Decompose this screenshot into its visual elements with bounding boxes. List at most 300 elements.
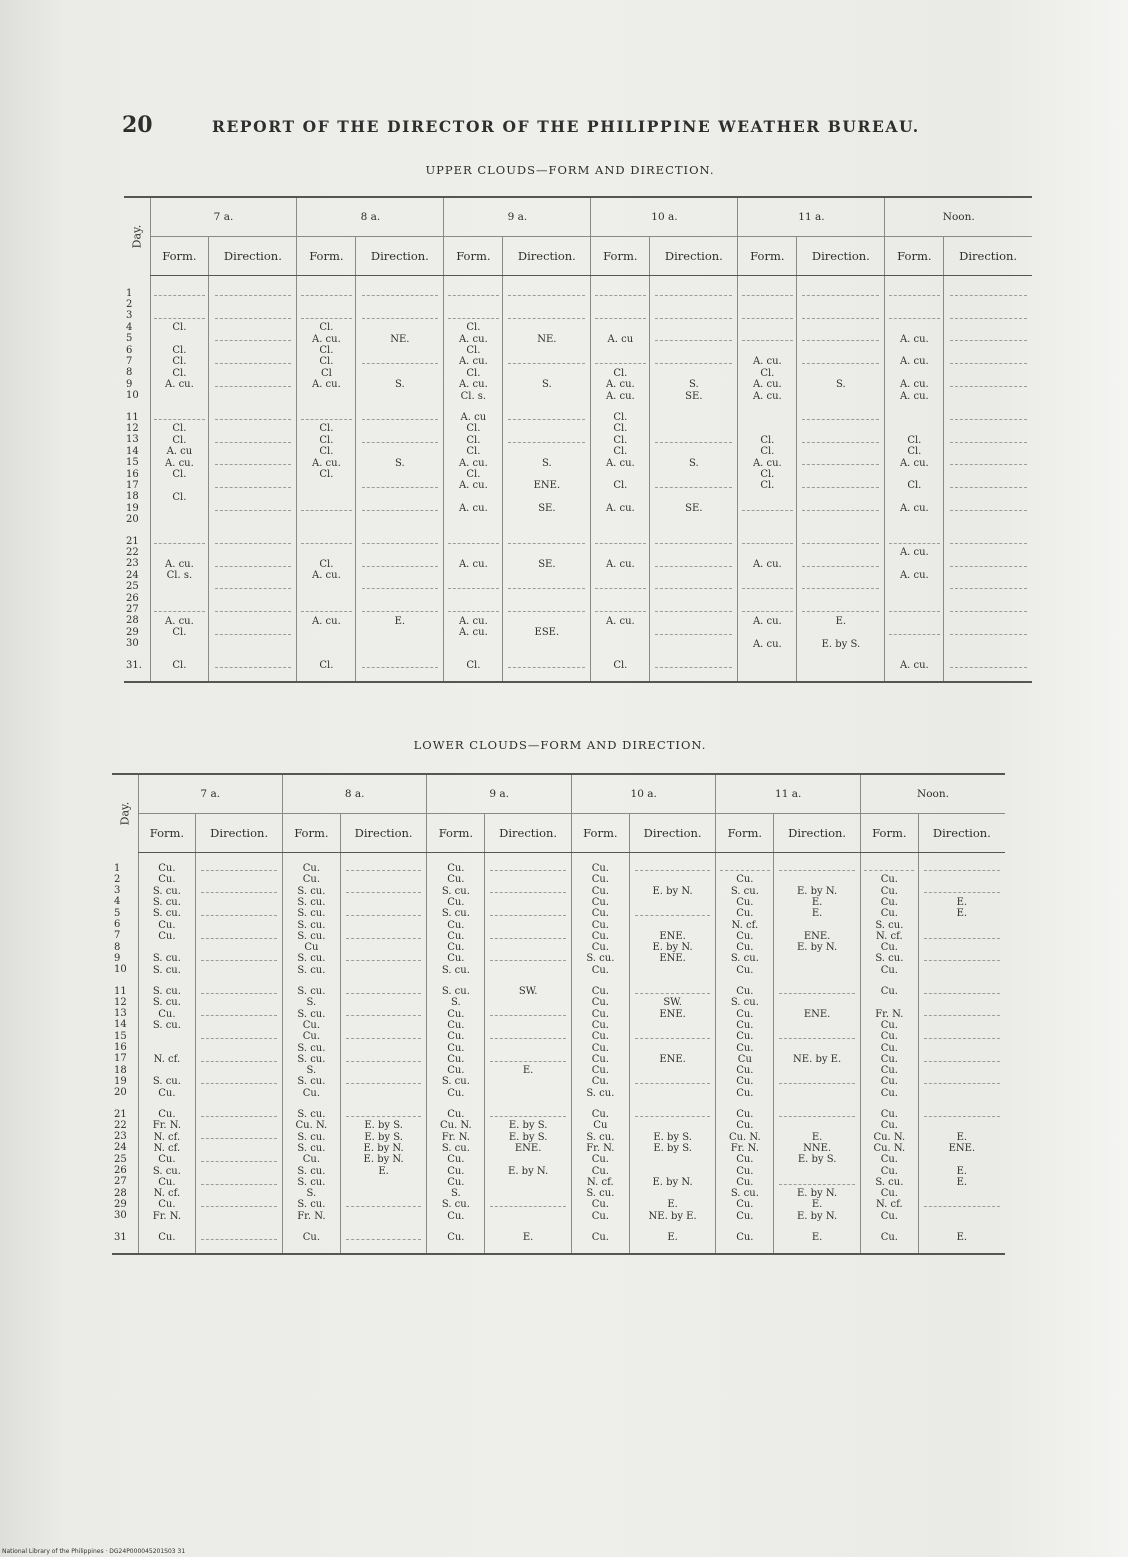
day-number: 5: [114, 907, 121, 919]
empty-cell-dash: [346, 938, 421, 939]
form-cell: Cl.: [319, 469, 334, 480]
direction-header: Direction.: [629, 814, 716, 853]
direction-cell: E.: [956, 896, 968, 908]
form-cell: S.: [451, 1188, 461, 1200]
form-cell: Cl.: [319, 322, 334, 334]
empty-cell-dash: [635, 1116, 710, 1117]
day-number: 18: [114, 1064, 127, 1076]
empty-cell-dash: [779, 870, 854, 871]
form-cell: A. cu.: [899, 660, 929, 671]
empty-cell-dash: [889, 295, 940, 296]
direction-cell: S.: [395, 379, 405, 391]
form-cell: S. cu.: [297, 964, 326, 976]
direction-header: Direction.: [650, 237, 738, 276]
day-number: 26: [114, 1165, 127, 1176]
direction-cell: S.: [689, 457, 699, 469]
form-cell: Cu.: [591, 986, 609, 997]
form-cell: Cu.: [591, 1019, 609, 1031]
form-header: Form.: [571, 814, 629, 853]
empty-cell-dash: [508, 442, 585, 443]
hour-header: 9 a.: [444, 197, 591, 237]
form-cell: Cu: [304, 942, 319, 954]
form-cell: Cu.: [591, 896, 609, 908]
form-cell: Cu.: [591, 1154, 609, 1166]
form-header: Form.: [150, 237, 209, 276]
form-cell: A. cu.: [164, 558, 194, 570]
form-column: [885, 276, 944, 683]
form-cell: Fr. N.: [875, 1008, 904, 1020]
form-cell: S. cu.: [297, 1008, 326, 1020]
direction-cell: E.: [956, 1165, 968, 1177]
form-header: Form.: [860, 814, 918, 853]
form-cell: S. cu.: [297, 953, 326, 965]
direction-cell: E. by N.: [797, 885, 838, 897]
form-cell: A. cu: [166, 446, 193, 458]
form-cell: Cu.: [158, 1109, 176, 1120]
day-number: 1: [114, 862, 121, 874]
direction-cell: SE.: [685, 503, 703, 515]
direction-cell: E. by S.: [364, 1120, 403, 1132]
empty-cell-dash: [924, 960, 1000, 961]
day-number: 27: [126, 603, 139, 615]
direction-cell: ENE.: [514, 1142, 542, 1154]
form-cell: Cu.: [591, 885, 609, 897]
day-numbers-column: [112, 853, 138, 1255]
form-cell: Cu. N.: [728, 1131, 761, 1143]
page-header: [122, 112, 952, 142]
direction-cell: E. by N.: [652, 942, 693, 954]
form-cell: S. cu.: [297, 986, 326, 997]
day-number: 11: [114, 985, 127, 997]
empty-cell-dash: [508, 611, 585, 612]
empty-cell-dash: [201, 993, 276, 994]
form-cell: S. cu.: [441, 885, 470, 897]
day-number: 12: [126, 422, 139, 434]
empty-cell-dash: [490, 1206, 565, 1207]
empty-cell-dash: [201, 870, 276, 871]
form-cell: Cl.: [319, 446, 334, 458]
direction-cell: E.: [956, 908, 968, 920]
empty-cell-dash: [201, 1161, 276, 1162]
day-number: 5: [126, 333, 133, 345]
direction-cell: SW.: [663, 997, 682, 1009]
direction-cell: S.: [689, 379, 699, 391]
direction-cell: E. by S.: [653, 1142, 692, 1154]
empty-cell-dash: [924, 1038, 1000, 1039]
day-number: 21: [126, 535, 139, 547]
form-cell: N. cf.: [876, 1199, 903, 1211]
form-cell: Cl.: [172, 356, 187, 368]
form-cell: Cu.: [880, 1065, 898, 1077]
form-cell: Fr. N.: [152, 1120, 182, 1132]
form-cell: Cu.: [302, 1154, 321, 1166]
day-number: 16: [126, 468, 139, 480]
day-numbers-column: [124, 276, 150, 683]
lower-clouds-table: [112, 773, 1005, 1255]
direction-cell: S.: [542, 457, 552, 469]
empty-cell-dash: [362, 667, 439, 668]
empty-cell-dash: [346, 1015, 421, 1016]
table-body-row: [124, 276, 1032, 683]
form-cell: Cl.: [172, 660, 187, 671]
empty-cell-dash: [154, 295, 205, 296]
form-column: [444, 276, 503, 683]
empty-cell-dash: [950, 611, 1027, 612]
direction-cell: E. by N.: [363, 1154, 404, 1166]
hour-header: 8 a.: [282, 774, 426, 814]
page-number: 20: [122, 112, 153, 138]
form-cell: Cu.: [447, 953, 465, 965]
empty-cell-dash: [154, 318, 205, 319]
form-cell: N. cf.: [587, 1176, 614, 1188]
form-cell: S. cu.: [297, 1142, 326, 1154]
form-cell: A. cu.: [605, 558, 635, 570]
form-cell: S. cu.: [441, 1142, 470, 1154]
form-header: Form.: [427, 814, 485, 853]
direction-cell: NE. by E.: [793, 1053, 842, 1065]
day-number: 15: [114, 1030, 127, 1042]
empty-cell-dash: [950, 464, 1027, 465]
form-cell: S. cu.: [297, 1176, 326, 1188]
empty-cell-dash: [802, 363, 879, 364]
form-header: Form.: [716, 814, 774, 853]
day-number: 6: [114, 919, 121, 930]
empty-cell-dash: [346, 1116, 421, 1117]
empty-cell-dash: [889, 318, 940, 319]
form-cell: Cu.: [736, 1042, 754, 1054]
day-number: 17: [126, 479, 139, 491]
day-number: 24: [114, 1142, 127, 1154]
direction-header: Direction.: [797, 237, 885, 276]
form-column: [150, 276, 209, 683]
form-cell: A. cu.: [752, 558, 782, 570]
direction-header: Direction.: [209, 237, 297, 276]
empty-cell-dash: [362, 419, 439, 420]
empty-cell-dash: [595, 363, 646, 364]
empty-cell-dash: [779, 1038, 854, 1039]
empty-cell-dash: [215, 295, 292, 296]
empty-cell-dash: [802, 419, 879, 420]
form-cell: A. cu.: [899, 547, 929, 559]
empty-cell-dash: [508, 419, 585, 420]
direction-cell: E. by N.: [652, 885, 693, 897]
form-cell: Cu.: [736, 986, 754, 997]
form-cell: Cl.: [172, 469, 187, 480]
form-cell: A. cu.: [458, 379, 488, 391]
empty-cell-dash: [346, 870, 421, 871]
form-cell: Cu.: [880, 942, 898, 954]
form-header: Form.: [738, 237, 797, 276]
day-number: 21: [114, 1108, 127, 1120]
form-cell: S. cu.: [297, 896, 326, 908]
form-cell: Cl.: [613, 412, 628, 423]
empty-cell-dash: [802, 543, 879, 544]
form-cell: Cu.: [158, 930, 176, 942]
form-cell: Cu.: [880, 885, 898, 897]
form-cell: Cu.: [158, 1176, 176, 1188]
direction-column: [340, 853, 427, 1255]
empty-cell-dash: [301, 295, 352, 296]
form-column: [591, 276, 650, 683]
empty-cell-dash: [802, 340, 879, 341]
empty-cell-dash: [950, 634, 1027, 635]
day-number: 20: [126, 514, 139, 526]
form-cell: Cu.: [302, 863, 321, 874]
empty-cell-dash: [215, 543, 292, 544]
day-number: 14: [126, 445, 139, 457]
form-cell: A. cu.: [899, 457, 929, 469]
empty-cell-dash: [889, 611, 940, 612]
direction-cell: E.: [667, 1199, 678, 1211]
form-cell: Cu.: [591, 863, 609, 874]
hour-header: Noon.: [885, 197, 1032, 237]
empty-cell-dash: [215, 566, 292, 567]
form-column: [427, 853, 485, 1255]
direction-column: [918, 853, 1005, 1255]
form-cell: Cu.: [880, 1154, 898, 1166]
empty-cell-dash: [201, 960, 276, 961]
form-cell: Cu.: [302, 874, 321, 886]
direction-cell: E. by N.: [797, 1188, 838, 1200]
empty-cell-dash: [655, 487, 732, 488]
direction-header: Direction.: [196, 814, 283, 853]
empty-cell-dash: [802, 611, 879, 612]
form-cell: A. cu.: [164, 457, 194, 469]
day-number: 14: [114, 1019, 127, 1031]
empty-cell-dash: [362, 588, 439, 589]
form-cell: Fr. N.: [152, 1210, 182, 1222]
form-cell: Cu.: [736, 1087, 754, 1099]
empty-cell-dash: [924, 1061, 1000, 1062]
hour-header: 11 a.: [716, 774, 861, 814]
form-cell: Cl.: [172, 423, 187, 435]
day-label: Day.: [118, 801, 132, 826]
empty-cell-dash: [215, 386, 292, 387]
hour-header: 7 a.: [150, 197, 297, 237]
direction-cell: NE.: [390, 333, 410, 345]
empty-cell-dash: [346, 1083, 421, 1084]
empty-cell-dash: [448, 611, 499, 612]
direction-header: Direction.: [918, 814, 1005, 853]
direction-cell: NE.: [537, 333, 557, 345]
form-cell: A. cu.: [752, 615, 782, 627]
form-cell: S. cu.: [297, 919, 326, 931]
report-title: REPORT OF THE DIRECTOR OF THE PHILIPPINE WEATHER BUREAU.: [212, 117, 920, 136]
form-cell: Cl.: [907, 434, 922, 446]
form-cell: S. cu.: [730, 1188, 759, 1200]
day-number: 20: [114, 1087, 127, 1099]
empty-cell-dash: [201, 1184, 276, 1185]
form-cell: A. cu.: [311, 457, 341, 469]
form-cell: A. cu.: [458, 615, 488, 627]
form-cell: Cu.: [880, 896, 898, 908]
direction-cell: NE. by E.: [648, 1210, 697, 1222]
form-cell: S. cu.: [152, 908, 181, 920]
form-header: Form.: [138, 814, 196, 853]
empty-cell-dash: [802, 510, 879, 511]
form-cell: S. cu.: [441, 986, 470, 997]
empty-cell-dash: [779, 993, 854, 994]
day-number: 4: [126, 321, 133, 333]
day-number: 2: [126, 298, 133, 310]
form-cell: Cu.: [447, 1008, 465, 1020]
form-cell: Cl.: [613, 660, 628, 671]
day-number: 29: [126, 626, 139, 638]
form-cell: Cl.: [466, 367, 481, 379]
empty-cell-dash: [201, 1239, 276, 1240]
empty-cell-dash: [742, 318, 793, 319]
day-number: 28: [126, 615, 139, 627]
form-cell: A. cu.: [458, 627, 488, 639]
form-cell: A. cu.: [752, 379, 782, 391]
day-number: 31.: [126, 659, 142, 671]
hour-header: 7 a.: [138, 774, 282, 814]
empty-cell-dash: [346, 993, 421, 994]
form-cell: Cu.: [158, 1008, 176, 1020]
hour-header: 9 a.: [427, 774, 571, 814]
form-cell: Cu.: [591, 930, 609, 942]
day-number: 19: [126, 502, 139, 514]
form-cell: Cu.: [591, 1031, 609, 1043]
direction-cell: E. by N.: [508, 1165, 549, 1177]
lower-clouds-title: LOWER CLOUDS—FORM AND DIRECTION.: [413, 738, 707, 752]
empty-cell-dash: [346, 892, 421, 893]
form-cell: S. cu.: [586, 953, 615, 965]
direction-cell: E. by S.: [508, 1131, 548, 1143]
form-cell: Cu. N.: [439, 1120, 472, 1132]
empty-cell-dash: [950, 318, 1027, 319]
empty-cell-dash: [889, 543, 940, 544]
empty-cell-dash: [215, 510, 292, 511]
direction-cell: E.: [667, 1232, 678, 1243]
form-cell: S. cu.: [152, 885, 181, 897]
day-number: 15: [126, 457, 139, 469]
form-cell: Cu.: [302, 1087, 321, 1099]
form-cell: Cu.: [880, 1019, 898, 1031]
form-cell: Cl. s.: [166, 570, 193, 582]
scan-source-note: National Library of the Philippines · DG24P000045201S03 31: [2, 1548, 186, 1555]
form-cell: S. cu.: [152, 953, 181, 965]
form-cell: Cl.: [172, 627, 187, 639]
form-cell: S. cu.: [152, 997, 181, 1009]
day-label: Day.: [130, 224, 144, 249]
empty-cell-dash: [508, 588, 585, 589]
empty-cell-dash: [490, 1116, 565, 1117]
form-cell: Cl.: [319, 356, 334, 368]
empty-cell-dash: [362, 295, 439, 296]
direction-header: Direction.: [944, 237, 1032, 276]
form-cell: Cu.: [736, 1154, 754, 1166]
empty-cell-dash: [655, 363, 732, 364]
form-cell: A. cu.: [899, 379, 929, 391]
empty-cell-dash: [742, 588, 793, 589]
empty-cell-dash: [201, 1015, 276, 1016]
empty-cell-dash: [950, 363, 1027, 364]
form-cell: Cu.: [447, 1042, 465, 1054]
form-cell: Cl.: [466, 322, 481, 334]
empty-cell-dash: [595, 588, 646, 589]
form-cell: S. cu.: [297, 930, 326, 942]
empty-cell-dash: [362, 487, 439, 488]
form-cell: A. cu.: [458, 356, 488, 368]
direction-column: [485, 853, 572, 1255]
form-cell: Cu. N.: [295, 1120, 328, 1132]
form-cell: Cl.: [613, 446, 628, 458]
direction-cell: E.: [811, 1131, 823, 1143]
empty-cell-dash: [490, 870, 565, 871]
form-cell: Cl.: [319, 558, 334, 570]
form-cell: Cu.: [880, 1053, 898, 1065]
upper-clouds-title: UPPER CLOUDS—FORM AND DIRECTION.: [425, 163, 715, 177]
day-number: 10: [126, 390, 139, 402]
form-cell: Cl.: [760, 469, 775, 480]
form-cell: Cu.: [591, 1210, 609, 1222]
form-cell: Cu.: [302, 1019, 321, 1031]
day-number: 26: [126, 592, 139, 604]
empty-cell-dash: [595, 611, 646, 612]
form-cell: S. cu.: [875, 919, 904, 931]
day-number: 13: [114, 1008, 127, 1020]
form-cell: Cu.: [736, 1199, 754, 1211]
empty-cell-dash: [201, 938, 276, 939]
form-cell: Cu. N.: [873, 1142, 906, 1154]
form-cell: Cu.: [736, 1232, 754, 1243]
hour-header: 10 a.: [571, 774, 716, 814]
direction-column: [503, 276, 591, 683]
empty-cell-dash: [215, 611, 292, 612]
form-cell: Cl.: [466, 423, 481, 435]
empty-cell-dash: [779, 1184, 854, 1185]
form-cell: Cl.: [466, 345, 481, 356]
form-cell: S. cu.: [441, 908, 470, 920]
empty-cell-dash: [802, 464, 879, 465]
hour-header: 8 a.: [297, 197, 444, 237]
direction-header: Direction.: [340, 814, 427, 853]
form-cell: S. cu.: [730, 997, 759, 1009]
direction-cell: NNE.: [803, 1142, 832, 1154]
direction-cell: E. by N.: [652, 1176, 693, 1188]
empty-cell-dash: [950, 487, 1027, 488]
direction-cell: SE.: [538, 503, 556, 515]
form-cell: A. cu.: [899, 503, 929, 515]
direction-cell: E. by S.: [653, 1131, 692, 1143]
direction-header: Direction.: [356, 237, 444, 276]
direction-cell: S.: [542, 379, 552, 391]
empty-cell-dash: [201, 892, 276, 893]
day-number: 10: [114, 964, 127, 976]
form-cell: Cu.: [158, 1232, 176, 1243]
form-cell: Cl.: [466, 660, 481, 671]
form-cell: Fr. N.: [297, 1210, 326, 1222]
empty-cell-dash: [889, 634, 940, 635]
form-cell: A. cu.: [458, 457, 488, 469]
empty-cell-dash: [215, 487, 292, 488]
empty-cell-dash: [201, 915, 276, 916]
form-cell: Cu.: [736, 1120, 754, 1132]
direction-cell: E. by S.: [364, 1131, 403, 1143]
form-cell: Cu.: [736, 964, 754, 976]
empty-cell-dash: [742, 295, 793, 296]
day-number: 23: [126, 558, 139, 570]
hour-header: 11 a.: [738, 197, 885, 237]
form-cell: Cu.: [447, 1087, 465, 1099]
form-cell: Cu.: [158, 1199, 176, 1211]
form-cell: Cl.: [613, 367, 628, 379]
form-cell: A. cu.: [458, 333, 488, 345]
form-cell: S. cu.: [152, 1019, 181, 1031]
empty-cell-dash: [924, 993, 1000, 994]
direction-cell: E. by N.: [363, 1142, 404, 1154]
